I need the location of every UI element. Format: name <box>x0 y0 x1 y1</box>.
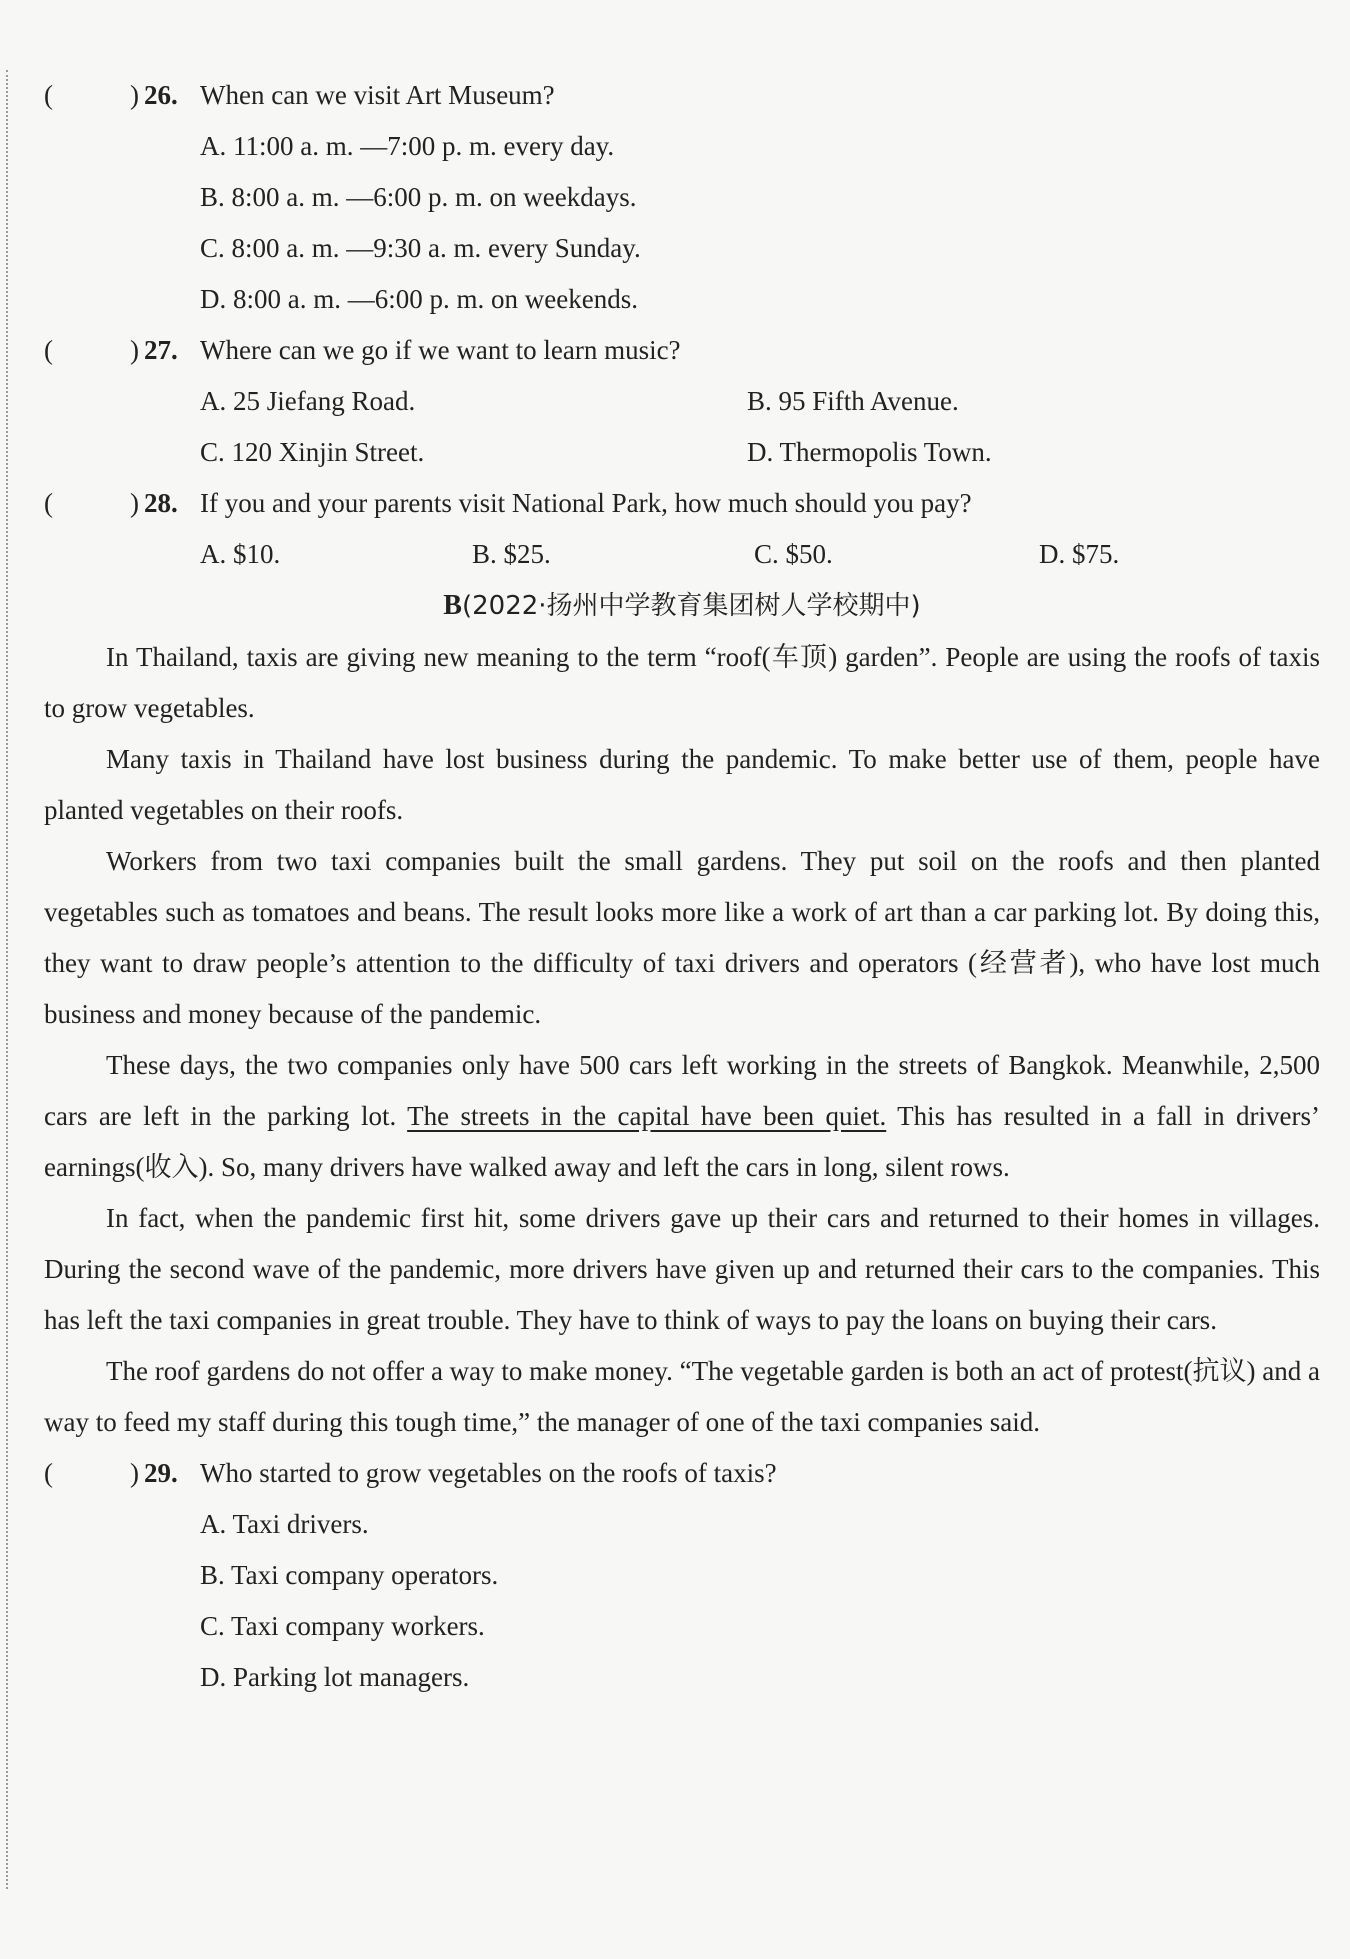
passage-paragraph-4 <box>44 1040 1320 1193</box>
section-letter: B <box>443 590 462 621</box>
answer-paren-close: ) <box>130 488 139 518</box>
question-text: If you and your parents visit National Park, how much should you pay? <box>200 488 972 518</box>
passage-text: These days, the two companies only have 500 cars left working in the streets of Bangkok. Meanwhile, 2,500 cars are left in the parking lot. <box>44 1050 1320 1131</box>
binding-dotted-line <box>6 70 8 1889</box>
answer-paren-close: ) <box>130 80 139 110</box>
option-a: A. 25 Jiefang Road. <box>200 386 416 416</box>
question-number: 29. <box>144 1458 178 1488</box>
answer-paren-open: ( <box>44 335 53 365</box>
option-d: D. $75. <box>1039 539 1120 569</box>
question-27 <box>44 325 1320 376</box>
underlined-sentence: The streets in the capital have been quiet. <box>407 1101 887 1131</box>
option-a: A. 11:00 a. m. —7:00 p. m. every day. <box>200 131 615 161</box>
question-number: 26. <box>144 80 178 110</box>
question-29 <box>44 1448 1320 1499</box>
option-c: C. $50. <box>754 539 833 569</box>
option-d: D. 8:00 a. m. —6:00 p. m. on weekends. <box>200 284 638 314</box>
option-b: B. $25. <box>472 539 551 569</box>
answer-paren-open: ( <box>44 1458 53 1488</box>
option-d: D. Parking lot managers. <box>200 1662 470 1692</box>
section-source: (2022·扬州中学教育集团树人学校期中) <box>461 591 921 621</box>
options-row <box>44 376 1320 427</box>
section-heading <box>44 580 1320 632</box>
option-a: A. $10. <box>200 539 281 569</box>
answer-paren-open: ( <box>44 80 53 110</box>
question-26 <box>44 70 1320 121</box>
options-row <box>44 529 1320 580</box>
option-c: C. Taxi company workers. <box>200 1611 485 1641</box>
question-text: Who started to grow vegetables on the roofs of taxis? <box>200 1458 777 1488</box>
option-b: B. Taxi company operators. <box>200 1560 499 1590</box>
answer-paren-open: ( <box>44 488 53 518</box>
question-number: 27. <box>144 335 178 365</box>
passage-paragraph-5: In fact, when the pandemic first hit, some drivers gave up their cars and returned to their homes in villages. During the second wave of the pandemic, more drivers have given up and returned their cars to the companies. This has left the taxi companies in great trouble. They have to think of ways to pay the loans on buying their cars. <box>44 1203 1320 1335</box>
option-a: A. Taxi drivers. <box>200 1509 369 1539</box>
passage-text: This has resulted in a fall in drivers’ earnings(收入). So, many drivers have walked away and left the cars in long, silent rows. <box>44 1101 1320 1182</box>
question-text: When can we visit Art Museum? <box>200 80 555 110</box>
question-28 <box>44 478 1320 529</box>
question-number: 28. <box>144 488 178 518</box>
option-b: B. 8:00 a. m. —6:00 p. m. on weekdays. <box>200 182 637 212</box>
option-c: C. 8:00 a. m. —9:30 a. m. every Sunday. <box>200 233 641 263</box>
answer-paren-close: ) <box>130 335 139 365</box>
passage-paragraph-2: Many taxis in Thailand have lost business during the pandemic. To make better use of them, people have planted vegetables on their roofs. <box>44 744 1320 825</box>
passage-paragraph-3: Workers from two taxi companies built the small gardens. They put soil on the roofs and then planted vegetables such as tomatoes and beans. The result looks more like a work of art than a car parking lot. By doing this, they want to draw people’s attention to the difficulty of taxi drivers and operators (经营者), who have lost much business and money because of the pandemic. <box>44 846 1320 1029</box>
options-row <box>44 427 1320 478</box>
option-b: B. 95 Fifth Avenue. <box>747 386 959 416</box>
option-c: C. 120 Xinjin Street. <box>200 437 425 467</box>
answer-paren-close: ) <box>130 1458 139 1488</box>
passage-paragraph-1: In Thailand, taxis are giving new meaning to the term “roof(车顶) garden”. People are using the roofs of taxis to grow vegetables. <box>44 642 1320 723</box>
passage-paragraph-6: The roof gardens do not offer a way to make money. “The vegetable garden is both an act of protest(抗议) and a way to feed my staff during this tough time,” the manager of one of the taxi companies said. <box>44 1356 1320 1437</box>
option-d: D. Thermopolis Town. <box>747 437 992 467</box>
worksheet-content <box>44 70 1320 1703</box>
question-text: Where can we go if we want to learn music? <box>200 335 681 365</box>
